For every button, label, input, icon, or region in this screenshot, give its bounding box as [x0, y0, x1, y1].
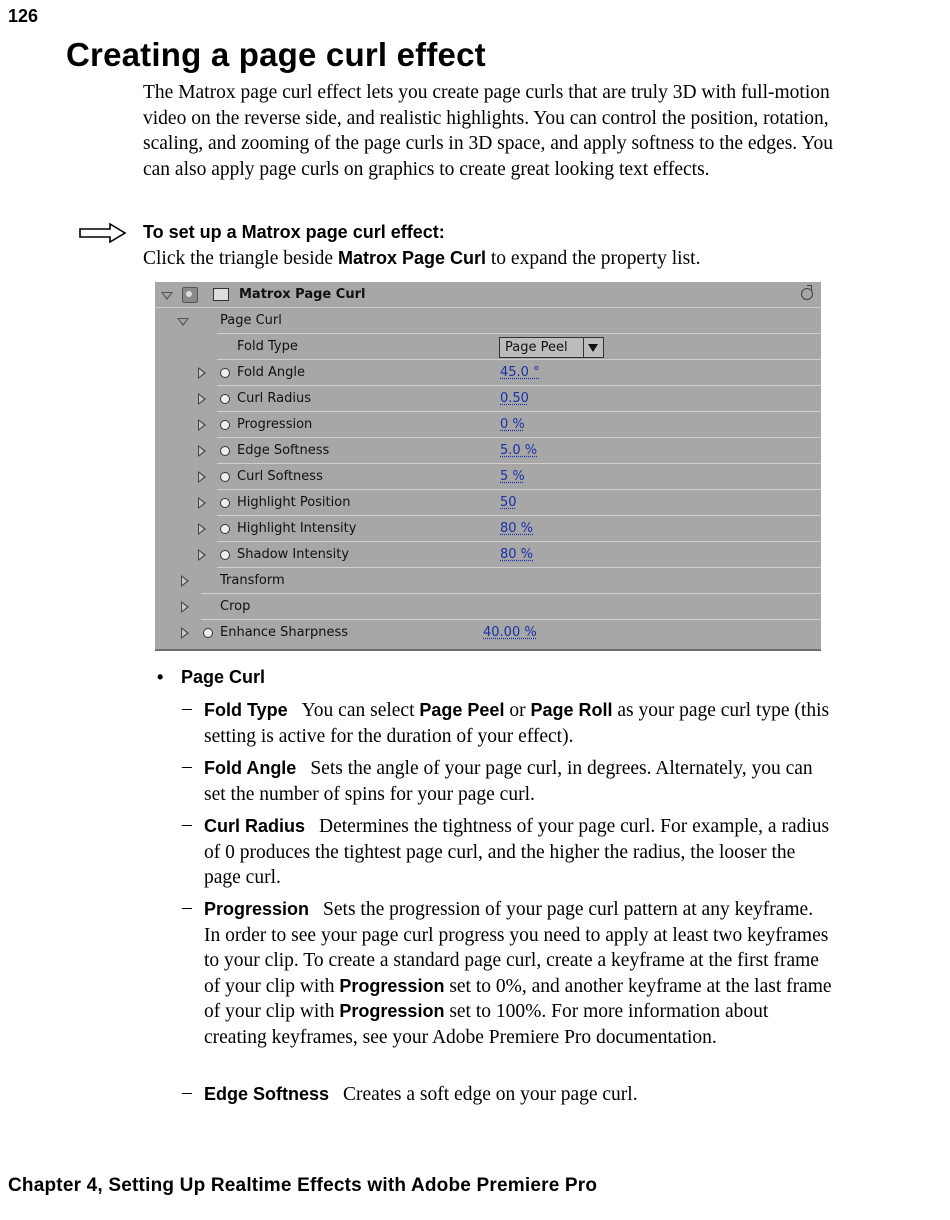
- step-effect-name: Matrox Page Curl: [337, 248, 486, 268]
- group-transform-label: Transform: [220, 573, 285, 588]
- item-term: Edge Softness: [204, 1084, 330, 1104]
- property-label: Shadow Intensity: [237, 547, 350, 562]
- property-value[interactable]: 80 %: [500, 547, 534, 562]
- dash-icon: –: [182, 1082, 192, 1103]
- item-text: Sets the angle of your page curl, in degrees. Alternately, you can set the number of spins for your page curl.: [204, 758, 813, 805]
- property-value[interactable]: 0.50: [500, 391, 529, 406]
- property-label: Highlight Position: [237, 495, 351, 510]
- page-footer: Chapter 4, Setting Up Realtime Effects with Adobe Premiere Pro: [8, 1175, 598, 1196]
- enhance-sharpness-row: [155, 620, 821, 646]
- enhance-sharpness-label: Enhance Sharpness: [220, 625, 349, 640]
- dash-icon: –: [182, 698, 192, 719]
- expand-triangle-icon[interactable]: [198, 471, 206, 483]
- property-row: [155, 490, 821, 516]
- item-term: Progression: [204, 899, 310, 919]
- property-value[interactable]: 0 %: [500, 417, 525, 432]
- fold-type-dropdown[interactable]: [499, 337, 604, 358]
- item-fold-angle: [204, 756, 834, 807]
- fx-toggle-icon[interactable]: [182, 287, 198, 303]
- property-row: [155, 386, 821, 412]
- effect-controls-panel: [155, 282, 821, 651]
- intro-paragraph: The Matrox page curl effect lets you create page curls that are truly 3D with full-motion video on the reverse side, and realistic highlights. You can control the position, rotation, scaling, and zooming of the page curls in 3D space, and apply softness to the edges. You can also apply page curls on graphics to create great looking text effects.: [143, 82, 833, 180]
- item-text: Sets the progression of your page curl pattern at any keyframe. In order to see your page curl progress you need to apply at least two keyframes to your clip. To create a standard page curl, create a keyframe at the first frame of your clip with: [204, 899, 829, 997]
- property-label: Curl Radius: [237, 391, 311, 406]
- expand-triangle-icon[interactable]: [198, 549, 206, 561]
- property-label: Highlight Intensity: [237, 521, 357, 536]
- property-label: Fold Angle: [237, 365, 305, 380]
- dropdown-arrow-icon[interactable]: [583, 338, 603, 357]
- item-text: as your page curl type (this setting is active for the duration of your effect).: [204, 700, 830, 747]
- property-row: [155, 542, 821, 568]
- bullet-icon: •: [157, 667, 164, 687]
- property-row: [155, 516, 821, 542]
- page-number: 126: [8, 6, 39, 26]
- collapse-triangle-icon[interactable]: [161, 292, 173, 300]
- property-row: [155, 412, 821, 438]
- property-row: [155, 438, 821, 464]
- expand-triangle-icon[interactable]: [181, 627, 189, 639]
- group-page-curl-label: Page Curl: [220, 313, 282, 328]
- group-page-curl-row[interactable]: [155, 308, 821, 334]
- effect-header-row[interactable]: [155, 282, 821, 308]
- fold-type-label: Fold Type: [237, 339, 298, 354]
- item-bold: Page Peel: [419, 700, 505, 720]
- stopwatch-icon[interactable]: [220, 524, 230, 534]
- item-curl-radius: [204, 814, 834, 891]
- property-value[interactable]: 50: [500, 495, 517, 510]
- item-text: You can select: [301, 700, 420, 721]
- item-term: Curl Radius: [204, 816, 306, 836]
- stopwatch-icon[interactable]: [220, 420, 230, 430]
- stopwatch-icon[interactable]: [203, 628, 213, 638]
- item-text: set to 100%. For more information about creating keyframes, see your Adobe Premiere Pro documentation.: [204, 1001, 769, 1048]
- step-text-after: to expand the property list.: [486, 248, 701, 269]
- group-crop-label: Crop: [220, 599, 251, 614]
- group-transform-row[interactable]: [155, 568, 821, 594]
- expand-triangle-icon[interactable]: [198, 367, 206, 379]
- fold-type-value: Page Peel: [505, 340, 568, 355]
- procedure-arrow-icon: [78, 222, 128, 244]
- property-label: Progression: [237, 417, 313, 432]
- stopwatch-icon[interactable]: [220, 550, 230, 560]
- dash-icon: –: [182, 756, 192, 777]
- expand-triangle-icon[interactable]: [198, 393, 206, 405]
- effect-name: Matrox Page Curl: [239, 287, 366, 302]
- stopwatch-icon[interactable]: [220, 394, 230, 404]
- expand-triangle-icon[interactable]: [181, 601, 189, 613]
- stopwatch-icon[interactable]: [220, 472, 230, 482]
- property-value[interactable]: 45.0 °: [500, 365, 540, 380]
- item-text: set to 0%, and another keyframe at the last frame of your clip with: [204, 975, 832, 1023]
- item-text: Determines the tightness of your page curl. For example, a radius of 0 produces the tightest page curl, and the higher the radius, the looser the page curl.: [204, 816, 830, 889]
- procedure-step: [143, 248, 700, 270]
- stopwatch-icon[interactable]: [220, 498, 230, 508]
- property-label: Edge Softness: [237, 443, 330, 458]
- procedure-heading: To set up a Matrox page curl effect:: [143, 222, 445, 242]
- bullet-page-curl: Page Curl: [181, 667, 266, 687]
- dash-icon: –: [182, 897, 192, 918]
- effect-clip-icon: [213, 288, 229, 301]
- property-row: [155, 360, 821, 386]
- item-term: Fold Type: [204, 700, 288, 720]
- property-row: [155, 464, 821, 490]
- expand-triangle-icon[interactable]: [198, 497, 206, 509]
- item-edge-softness: [204, 1082, 834, 1108]
- collapse-triangle-icon[interactable]: [177, 318, 189, 326]
- item-text: or: [504, 700, 531, 721]
- item-bold: Progression: [339, 975, 445, 996]
- property-value[interactable]: 80 %: [500, 521, 534, 536]
- item-fold-type: [204, 698, 834, 749]
- item-progression: [204, 897, 834, 1051]
- item-bold: Page Roll: [530, 700, 613, 720]
- dash-icon: –: [182, 814, 192, 835]
- page-title: Creating a page curl effect: [66, 36, 486, 73]
- stopwatch-icon[interactable]: [220, 368, 230, 378]
- property-value[interactable]: 5.0 %: [500, 443, 538, 458]
- expand-triangle-icon[interactable]: [198, 419, 206, 431]
- fold-type-row: [155, 334, 821, 360]
- group-crop-row[interactable]: [155, 594, 821, 620]
- reset-icon[interactable]: [801, 288, 813, 300]
- expand-triangle-icon[interactable]: [181, 575, 189, 587]
- property-value[interactable]: 5 %: [500, 469, 525, 484]
- step-text-before: Click the triangle beside: [143, 248, 338, 269]
- expand-triangle-icon[interactable]: [198, 445, 206, 457]
- property-label: Curl Softness: [237, 469, 323, 484]
- item-term: Fold Angle: [204, 758, 297, 778]
- enhance-sharpness-value[interactable]: 40.00 %: [483, 625, 537, 640]
- expand-triangle-icon[interactable]: [198, 523, 206, 535]
- item-bold: Progression: [339, 1001, 445, 1022]
- item-text: Creates a soft edge on your page curl.: [343, 1084, 638, 1105]
- stopwatch-icon[interactable]: [220, 446, 230, 456]
